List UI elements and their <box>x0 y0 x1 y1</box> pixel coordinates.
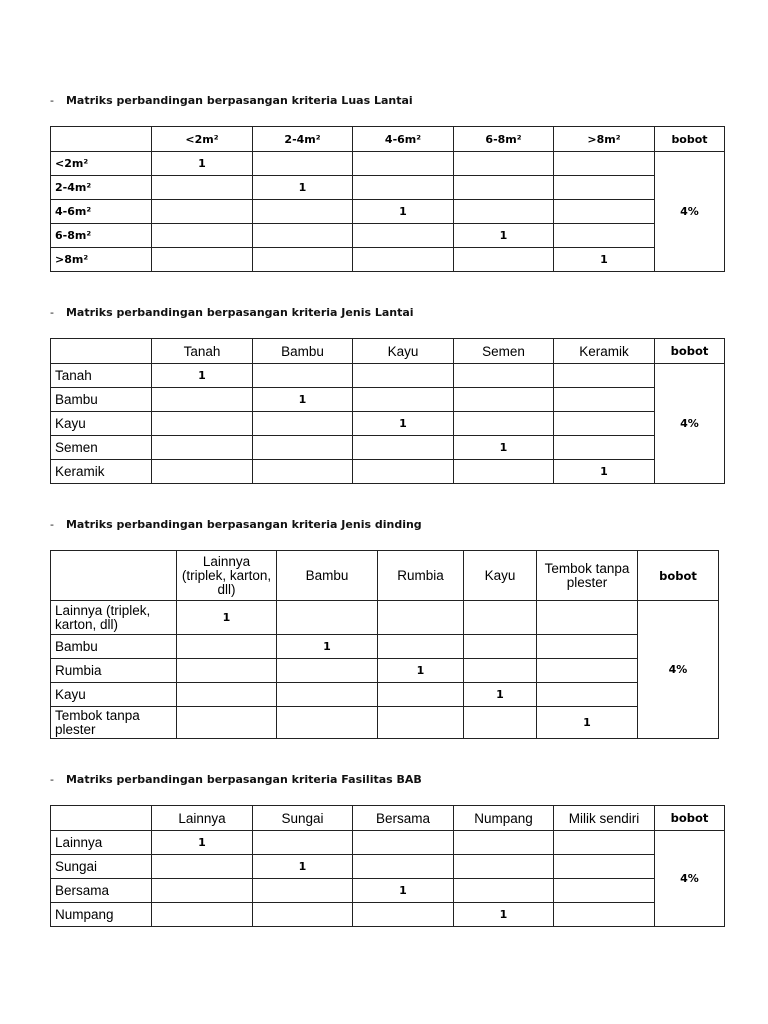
matrix-table-fasilitas-bab <box>50 805 725 927</box>
section-fasilitas-bab <box>50 773 725 927</box>
table-cell <box>464 659 537 683</box>
table-cell: 1 <box>353 412 454 436</box>
weight-header: bobot <box>655 806 725 831</box>
column-header: Lainnya (triplek, karton, dll) <box>177 551 277 601</box>
table-cell: 1 <box>152 152 253 176</box>
table-cell <box>378 601 464 635</box>
table-cell <box>253 364 353 388</box>
column-header: <2m² <box>152 127 253 152</box>
column-header: Semen <box>454 339 554 364</box>
table-cell <box>152 200 253 224</box>
corner-cell <box>51 551 177 601</box>
table-cell: 1 <box>152 364 253 388</box>
column-header: 2-4m² <box>253 127 353 152</box>
table-cell <box>152 176 253 200</box>
table-cell: 1 <box>554 460 655 484</box>
table-cell <box>537 659 638 683</box>
table-cell: 1 <box>554 248 655 272</box>
table-cell <box>253 200 353 224</box>
table-cell <box>152 903 253 927</box>
table-cell <box>537 683 638 707</box>
table-cell: 1 <box>454 903 554 927</box>
row-label: Rumbia <box>51 659 177 683</box>
table-cell: 1 <box>253 176 353 200</box>
bullet-dash: - <box>50 773 54 786</box>
table-cell <box>554 200 655 224</box>
table-cell <box>454 412 554 436</box>
table-cell <box>253 879 353 903</box>
table-cell: 1 <box>464 683 537 707</box>
table-header-row <box>51 339 725 364</box>
table-cell <box>177 683 277 707</box>
table-cell <box>554 224 655 248</box>
row-label: Kayu <box>51 683 177 707</box>
column-header: Tanah <box>152 339 253 364</box>
table-cell <box>353 831 454 855</box>
column-header: Lainnya <box>152 806 253 831</box>
table-row <box>51 412 725 436</box>
column-header: Milik sendiri <box>554 806 655 831</box>
table-cell <box>353 903 454 927</box>
column-header: >8m² <box>554 127 655 152</box>
weight-header: bobot <box>655 339 725 364</box>
row-label: Lainnya <box>51 831 152 855</box>
weight-header: bobot <box>655 127 725 152</box>
table-row <box>51 601 719 635</box>
table-cell <box>353 460 454 484</box>
table-cell <box>152 248 253 272</box>
table-cell <box>353 436 454 460</box>
table-cell <box>277 683 378 707</box>
table-cell <box>454 364 554 388</box>
table-cell <box>378 635 464 659</box>
table-cell <box>378 707 464 739</box>
table-row <box>51 879 725 903</box>
section-jenis-lantai <box>50 306 725 484</box>
row-label: Lainnya (triplek, karton, dll) <box>51 601 177 635</box>
table-cell <box>253 412 353 436</box>
table-cell: 1 <box>537 707 638 739</box>
table-cell <box>177 707 277 739</box>
table-header-row <box>51 806 725 831</box>
row-label: Tembok tanpa plester <box>51 707 177 739</box>
table-cell <box>454 855 554 879</box>
column-header: Kayu <box>464 551 537 601</box>
heading-text: Matriks perbandingan berpasangan kriteria Luas Lantai <box>65 94 413 107</box>
table-cell <box>253 152 353 176</box>
row-label: Bersama <box>51 879 152 903</box>
table-row <box>51 635 719 659</box>
table-cell <box>464 635 537 659</box>
table-cell <box>454 152 554 176</box>
table-row <box>51 903 725 927</box>
table-cell <box>454 200 554 224</box>
table-cell <box>152 855 253 879</box>
heading-text: Matriks perbandingan berpasangan kriteria Jenis dinding <box>65 518 422 531</box>
row-label: Kayu <box>51 412 152 436</box>
table-cell <box>277 659 378 683</box>
table-cell <box>152 388 253 412</box>
table-cell <box>464 601 537 635</box>
row-label: Tanah <box>51 364 152 388</box>
table-cell <box>152 879 253 903</box>
column-header: Bambu <box>253 339 353 364</box>
table-cell: 1 <box>454 224 554 248</box>
table-cell <box>454 248 554 272</box>
table-cell <box>253 903 353 927</box>
table-cell <box>537 601 638 635</box>
table-row <box>51 248 725 272</box>
table-cell <box>454 879 554 903</box>
column-header: Bersama <box>353 806 454 831</box>
column-header: Numpang <box>454 806 554 831</box>
column-header: Bambu <box>277 551 378 601</box>
table-cell <box>454 831 554 855</box>
table-cell <box>554 364 655 388</box>
table-cell: 1 <box>353 879 454 903</box>
section-jenis-dinding <box>50 518 719 739</box>
table-cell <box>253 248 353 272</box>
column-header: Rumbia <box>378 551 464 601</box>
section-heading <box>50 518 719 531</box>
table-cell: 1 <box>353 200 454 224</box>
row-label: Sungai <box>51 855 152 879</box>
heading-text: Matriks perbandingan berpasangan kriteria Jenis Lantai <box>65 306 414 319</box>
table-cell <box>152 436 253 460</box>
table-row <box>51 388 725 412</box>
table-cell <box>253 831 353 855</box>
corner-cell <box>51 127 152 152</box>
table-cell <box>554 412 655 436</box>
table-cell <box>277 707 378 739</box>
row-label: Numpang <box>51 903 152 927</box>
weight-header: bobot <box>638 551 719 601</box>
table-cell <box>554 855 655 879</box>
column-header: Keramik <box>554 339 655 364</box>
table-cell <box>537 635 638 659</box>
table-cell <box>554 903 655 927</box>
weight-value: 4% <box>655 152 725 272</box>
table-row <box>51 460 725 484</box>
column-header: 4-6m² <box>353 127 454 152</box>
row-label: >8m² <box>51 248 152 272</box>
column-header: Sungai <box>253 806 353 831</box>
column-header: Kayu <box>353 339 454 364</box>
table-cell <box>353 388 454 412</box>
table-cell <box>353 855 454 879</box>
table-cell: 1 <box>454 436 554 460</box>
table-cell <box>152 412 253 436</box>
table-cell: 1 <box>177 601 277 635</box>
row-label: 6-8m² <box>51 224 152 248</box>
table-cell <box>454 388 554 412</box>
table-row <box>51 436 725 460</box>
table-cell <box>253 460 353 484</box>
corner-cell <box>51 339 152 364</box>
weight-value: 4% <box>655 831 725 927</box>
row-label: Bambu <box>51 635 177 659</box>
table-row <box>51 224 725 248</box>
table-cell <box>253 436 353 460</box>
row-label: 2-4m² <box>51 176 152 200</box>
table-row <box>51 364 725 388</box>
table-cell <box>378 683 464 707</box>
table-row <box>51 831 725 855</box>
table-cell <box>554 831 655 855</box>
corner-cell <box>51 806 152 831</box>
table-row <box>51 707 719 739</box>
table-cell <box>554 879 655 903</box>
row-label: Semen <box>51 436 152 460</box>
table-cell: 1 <box>378 659 464 683</box>
table-cell <box>454 460 554 484</box>
heading-text: Matriks perbandingan berpasangan kriteria Fasilitas BAB <box>65 773 422 786</box>
table-cell <box>554 388 655 412</box>
table-cell: 1 <box>152 831 253 855</box>
table-cell <box>353 176 454 200</box>
column-header: 6-8m² <box>454 127 554 152</box>
table-cell <box>353 224 454 248</box>
row-label: 4-6m² <box>51 200 152 224</box>
section-heading <box>50 94 725 107</box>
table-cell <box>554 152 655 176</box>
row-label: Keramik <box>51 460 152 484</box>
table-header-row <box>51 551 719 601</box>
bullet-dash: - <box>50 518 54 531</box>
table-cell: 1 <box>253 855 353 879</box>
section-heading <box>50 306 725 319</box>
table-row <box>51 855 725 879</box>
table-cell <box>454 176 554 200</box>
table-cell: 1 <box>253 388 353 412</box>
section-luas-lantai <box>50 94 725 272</box>
table-cell <box>152 224 253 248</box>
table-cell <box>177 659 277 683</box>
table-cell <box>177 635 277 659</box>
table-cell <box>353 364 454 388</box>
matrix-table-jenis-dinding <box>50 550 719 739</box>
table-row <box>51 683 719 707</box>
table-cell <box>253 224 353 248</box>
weight-value: 4% <box>638 601 719 739</box>
row-label: Bambu <box>51 388 152 412</box>
table-row <box>51 176 725 200</box>
table-cell <box>353 152 454 176</box>
matrix-table-jenis-lantai <box>50 338 725 484</box>
row-label: <2m² <box>51 152 152 176</box>
table-row <box>51 200 725 224</box>
matrix-table-luas-lantai <box>50 126 725 272</box>
table-row <box>51 152 725 176</box>
bullet-dash: - <box>50 306 54 319</box>
table-cell <box>152 460 253 484</box>
table-cell <box>277 601 378 635</box>
table-cell <box>554 436 655 460</box>
bullet-dash: - <box>50 94 54 107</box>
table-cell <box>353 248 454 272</box>
table-header-row <box>51 127 725 152</box>
table-cell: 1 <box>277 635 378 659</box>
table-row <box>51 659 719 683</box>
weight-value: 4% <box>655 364 725 484</box>
column-header: Tembok tanpa plester <box>537 551 638 601</box>
table-cell <box>554 176 655 200</box>
section-heading <box>50 773 725 786</box>
table-cell <box>464 707 537 739</box>
